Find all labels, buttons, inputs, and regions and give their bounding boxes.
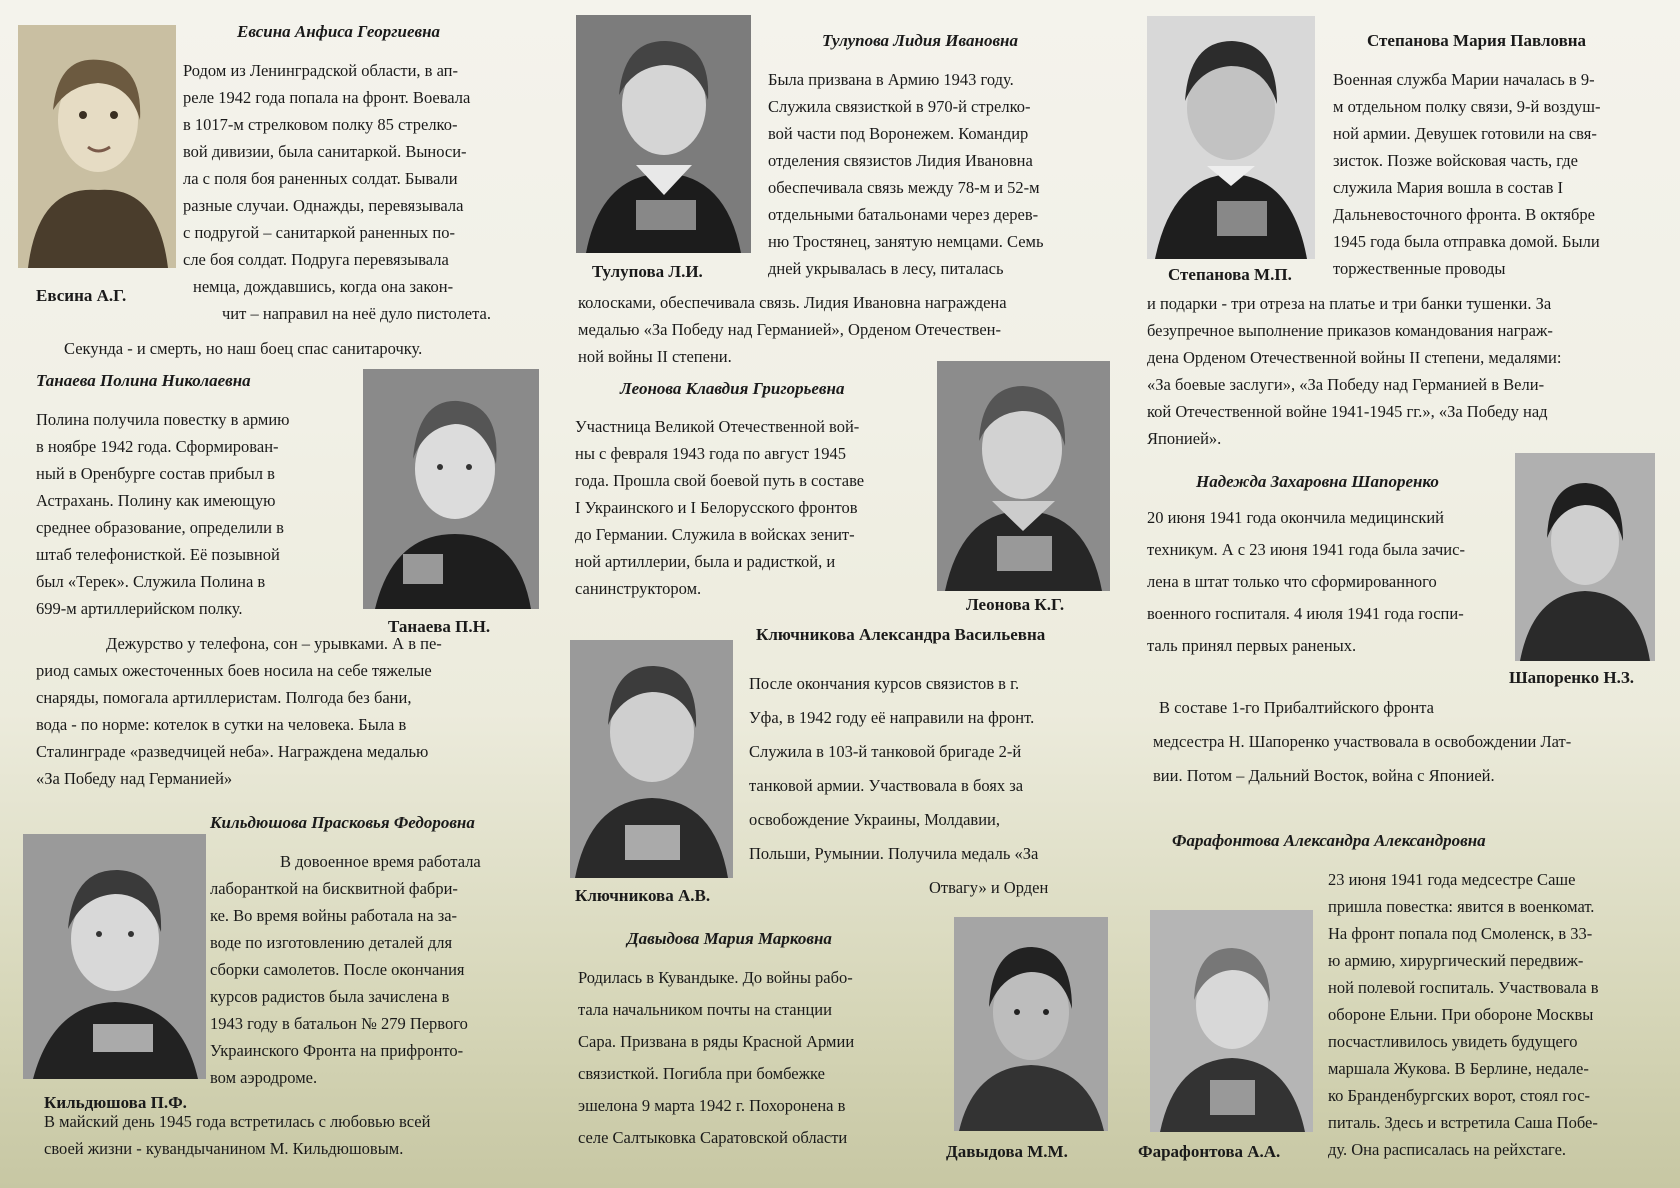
text-line: обороне Ельни. При обороне Москвы — [1328, 1005, 1594, 1024]
text-line: Дальневосточного фронта. В октябре — [1333, 205, 1595, 224]
text-line: Родилась в Кувандыке. До войны рабо- — [578, 968, 853, 987]
text-line: Родом из Ленинградской области, в ап- — [183, 61, 458, 80]
photo-stepanova — [1147, 16, 1315, 259]
text-davydova — [578, 962, 938, 1154]
text-line: вом аэродроме. — [210, 1068, 318, 1087]
text-line: снаряды, помогала артиллеристам. Полгода без бани, — [36, 688, 412, 707]
text-line: санинструктором. — [575, 579, 702, 598]
text-line: освобождение Украины, Молдавии, — [749, 810, 1001, 829]
text-line: Сара. Призвана в ряды Красной Армии — [578, 1032, 855, 1051]
photo-kildyushova — [23, 834, 206, 1079]
heading-shaporenko: Надежда Захаровна Шапоренко — [1196, 472, 1439, 491]
text-line: Дежурство у телефона, сон – урывками. А в пе- — [106, 634, 442, 653]
text-line: ю армию, хирургический передвиж- — [1328, 951, 1584, 970]
text-line: Полина получила повестку в армию — [36, 410, 290, 429]
text-line: Польши, Румынии. Получила медаль «За — [749, 844, 1039, 863]
text-line: ны с февраля 1943 года по август 1945 — [575, 444, 847, 463]
photo-shaporenko — [1515, 453, 1655, 661]
text-line: ной армии. Девушек готовили на свя- — [1333, 124, 1597, 143]
text-line: 20 июня 1941 года окончила медицинский — [1147, 508, 1445, 527]
text-line: с подругой – санитаркой раненных по- — [183, 223, 455, 242]
text-line: риод самых ожесточенных боев носила на себе тяжелые — [36, 661, 432, 680]
text-line: Отвагу» и Орден — [929, 878, 1049, 897]
heading-kildyushova: Кильдюшова Прасковья Федоровна — [210, 813, 475, 832]
text-line: тала начальником почты на станции — [578, 1000, 832, 1019]
caption-leonova: Леонова К.Г. — [966, 595, 1065, 614]
text-line: 1943 году в батальон № 279 Первого — [210, 1014, 468, 1033]
text-line: был «Терек». Служила Полина в — [36, 572, 266, 591]
text-tulupova — [768, 66, 1118, 282]
text-line: «За боевые заслуги», «За Победу над Германией в Вели- — [1147, 375, 1545, 394]
text-line: ду. Она расписалась на рейхстаге. — [1328, 1140, 1567, 1159]
photo-klyuchnikova — [570, 640, 733, 878]
text-line: таль принял первых раненых. — [1147, 636, 1357, 655]
text-line: Астрахань. Полину как имеющую — [36, 491, 276, 510]
caption-tulupova: Тулупова Л.И. — [592, 262, 703, 281]
heading-farafontova: Фарафонтова Александра Александровна — [1172, 831, 1486, 850]
text-line: среднее образование, определили в — [36, 518, 284, 537]
text-kildyushova — [210, 848, 528, 1091]
text-evsina-end: Секунда - и смерть, но наш боец спас санитарочку. — [64, 339, 423, 358]
heading-davydova: Давыдова Мария Марковна — [627, 929, 832, 948]
text-line: военного госпиталя. 4 июля 1941 года госпи- — [1147, 604, 1464, 623]
text-line: танковой армии. Участвовала в боях за — [749, 776, 1024, 795]
photo-evsina — [18, 25, 176, 268]
caption-klyuchnikova: Ключникова А.В. — [575, 886, 711, 905]
text-line: посчастливилось увидеть будущего — [1328, 1032, 1578, 1051]
text-line: вода - по норме: котелок в сутки на человека. Была в — [36, 715, 407, 734]
text-line: вии. Потом – Дальний Восток, война с Японией. — [1153, 766, 1495, 785]
text-line: лена в штат только что сформированного — [1147, 572, 1437, 591]
text-line: «За Победу над Германией» — [36, 769, 233, 788]
caption-kildyushova: Кильдюшова П.Ф. — [44, 1093, 187, 1112]
caption-shaporenko: Шапоренко Н.З. — [1509, 668, 1635, 687]
text-line: питаль. Здесь и встретила Саша Побе- — [1328, 1113, 1598, 1132]
photo-leonova — [937, 361, 1110, 591]
text-line: I Украинского и I Белорусского фронтов — [575, 498, 858, 517]
heading-stepanova: Степанова Мария Павловна — [1367, 31, 1587, 50]
text-line: ный в Оренбурге состав прибыл в — [36, 464, 275, 483]
text-line: сле боя солдат. Подруга перевязывала — [183, 250, 449, 269]
text-line: Служила в 103-й танковой бригаде 2-й — [749, 742, 1022, 761]
heading-tanaeva: Танаева Полина Николаевна — [36, 371, 251, 390]
photo-davydova — [954, 917, 1108, 1131]
text-farafontova — [1328, 866, 1658, 1163]
text-line: ла с поля боя раненных солдат. Бывали — [183, 169, 458, 188]
text-line: сборки самолетов. После окончания — [210, 960, 465, 979]
text-line: безупречное выполнение приказов командования награж- — [1147, 321, 1553, 340]
text-line: года. Прошла свой боевой путь в составе — [575, 471, 865, 490]
text-line: дена Орденом Отечественной войны II степени, медалями: — [1147, 348, 1562, 367]
text-line: Участница Великой Отечественной вой- — [575, 417, 860, 436]
caption-evsina: Евсина А.Г. — [36, 286, 127, 305]
text-line: ко Бранденбургских ворот, стоял гос- — [1328, 1086, 1591, 1105]
text-line: 1945 года была отправка домой. Были — [1333, 232, 1600, 251]
caption-stepanova: Степанова М.П. — [1168, 265, 1292, 284]
caption-tanaeva: Танаева П.Н. — [388, 617, 491, 636]
text-line: воде по изготовлению деталей для — [210, 933, 453, 952]
caption-farafontova: Фарафонтова А.А. — [1138, 1142, 1281, 1161]
text-line: ной войны II степени. — [578, 347, 732, 366]
text-line: торжественные проводы — [1333, 259, 1506, 278]
text-line: в 1017-м стрелковом полку 85 стрелко- — [183, 115, 458, 134]
text-stepanova — [1333, 66, 1673, 282]
text-line: После окончания курсов связистов в г. — [749, 674, 1020, 693]
text-line: Служила связисткой в 970-й стрелко- — [768, 97, 1031, 116]
text-line: обеспечивала связь между 78-м и 52-м — [768, 178, 1040, 197]
text-tanaeva — [36, 406, 346, 622]
text-line: связисткой. Погибла при бомбежке — [578, 1064, 825, 1083]
text-line: Японией». — [1147, 429, 1222, 448]
text-line: служила Мария вошла в состав I — [1333, 178, 1563, 197]
text-shaporenko-cont — [1153, 691, 1653, 793]
heading-evsina: Евсина Анфиса Георгиевна — [237, 22, 441, 41]
text-line: В довоенное время работала — [280, 852, 481, 871]
text-line: штаб телефонисткой. Её позывной — [36, 545, 280, 564]
text-line: колосками, обеспечивала связь. Лидия Ивановна награждена — [578, 293, 1007, 312]
photo-tulupova — [576, 15, 751, 253]
text-line: Украинского Фронта на прифронто- — [210, 1041, 464, 1060]
heading-tulupova: Тулупова Лидия Ивановна — [822, 31, 1018, 50]
text-tanaeva-cont — [36, 630, 526, 792]
text-line: Военная служба Марии началась в 9- — [1333, 70, 1595, 89]
text-line: немца, дождавшись, когда она закон- — [193, 277, 454, 296]
photo-tanaeva — [363, 369, 539, 609]
text-tulupova-cont — [578, 289, 1118, 370]
text-line: Уфа, в 1942 году её направили на фронт. — [749, 708, 1035, 727]
text-line: На фронт попала под Смоленск, в 33- — [1328, 924, 1593, 943]
text-line: пришла повестка: явится в военкомат. — [1328, 897, 1595, 916]
text-evsina — [183, 57, 538, 327]
heading-klyuchnikova: Ключникова Александра Васильевна — [756, 625, 1046, 644]
text-leonova — [575, 413, 930, 602]
text-line: Сталинграде «разведчицей неба». Награждена медалью — [36, 742, 429, 761]
text-line: 699-м артиллерийском полку. — [36, 599, 243, 618]
text-line: ной полевой госпиталь. Участвовала в — [1328, 978, 1599, 997]
text-line: лаборанткой на бисквитной фабри- — [210, 879, 458, 898]
text-shaporenko — [1147, 502, 1527, 662]
text-line: медсестра Н. Шапоренко участвовала в освобождении Лат- — [1153, 732, 1572, 751]
text-line: В составе 1-го Прибалтийского фронта — [1159, 698, 1434, 717]
text-line: курсов радистов была зачислена в — [210, 987, 450, 1006]
text-line: В майский день 1945 года встретилась с любовью всей — [44, 1112, 431, 1131]
text-line: медалью «За Победу над Германией», Орденом Отечествен- — [578, 320, 1001, 339]
text-line: дней укрывалась в лесу, питалась — [768, 259, 1004, 278]
text-line: техникум. А с 23 июня 1941 года была зачис- — [1147, 540, 1465, 559]
text-line: и подарки - три отреза на платье и три банки тушенки. За — [1147, 294, 1552, 313]
text-line: реле 1942 года попала на фронт. Воевала — [183, 88, 471, 107]
text-line: зисток. Позже войсковая часть, где — [1333, 151, 1578, 170]
text-line: своей жизни - кувандычанином М. Кильдюшовым. — [44, 1139, 404, 1158]
text-line: вой части под Воронежем. Командир — [768, 124, 1029, 143]
text-line: ке. Во время войны работала на за- — [210, 906, 458, 925]
text-line: до Германии. Служила в войсках зенит- — [575, 525, 855, 544]
text-line: маршала Жукова. В Берлине, недале- — [1328, 1059, 1589, 1078]
text-stepanova-cont — [1147, 290, 1650, 452]
text-line: в ноябре 1942 года. Сформирован- — [36, 437, 279, 456]
text-line: Была призвана в Армию 1943 году. — [768, 70, 1014, 89]
text-kildyushova-end — [44, 1108, 534, 1162]
text-line: ной артиллерии, была и радисткой, и — [575, 552, 836, 571]
text-line: ню Тростянец, занятую немцами. Семь — [768, 232, 1044, 251]
text-line: кой Отечественной войне 1941-1945 гг.», «За Победу над — [1147, 402, 1548, 421]
text-line: разные случаи. Однажды, перевязывала — [183, 196, 464, 215]
text-klyuchnikova — [749, 667, 1109, 905]
caption-davydova: Давыдова М.М. — [946, 1142, 1068, 1161]
text-line: отделения связистов Лидия Ивановна — [768, 151, 1033, 170]
heading-leonova: Леонова Клавдия Григорьевна — [620, 379, 845, 398]
text-line: м отдельном полку связи, 9-й воздуш- — [1333, 97, 1601, 116]
text-line: чит – направил на неё дуло пистолета. — [222, 304, 491, 323]
text-line: селе Салтыковка Саратовской области — [578, 1128, 848, 1147]
text-line: отдельными батальонами через дерев- — [768, 205, 1039, 224]
text-line: 23 июня 1941 года медсестре Саше — [1328, 870, 1576, 889]
photo-farafontova — [1150, 910, 1313, 1132]
text-line: эшелона 9 марта 1942 г. Похоронена в — [578, 1096, 846, 1115]
text-line: вой дивизии, была санитаркой. Выноси- — [183, 142, 467, 161]
